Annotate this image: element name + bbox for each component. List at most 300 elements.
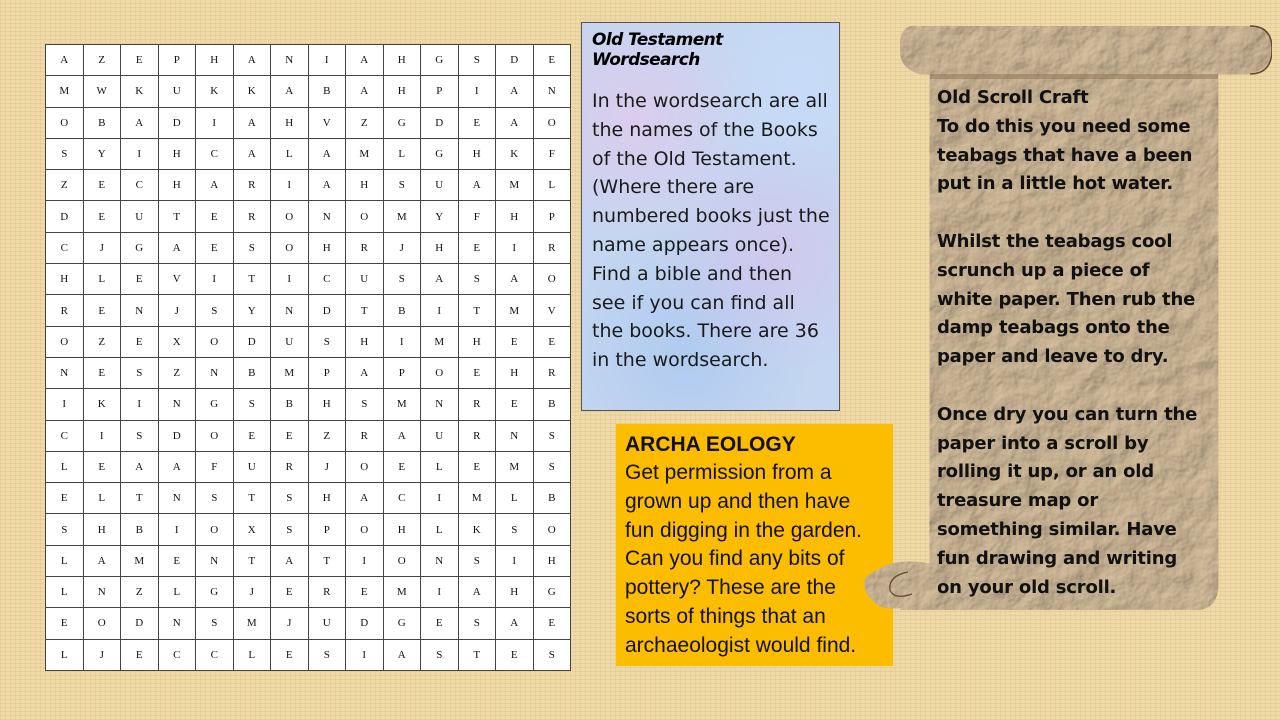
grid-cell: I <box>308 45 346 76</box>
grid-cell: S <box>458 608 496 639</box>
grid-cell: E <box>83 357 121 388</box>
grid-cell: E <box>533 326 571 357</box>
grid-cell: H <box>458 326 496 357</box>
old-testament-body: In the wordsearch are all the names of the Books of the Old Testament. (Where there are numbered books just the name appears once). Find a bible and then see if you can find all the books. There are 36 in the wordsearch. <box>592 90 830 372</box>
grid-cell: E <box>196 232 234 263</box>
grid-cell: E <box>233 420 271 451</box>
grid-cell: T <box>346 295 384 326</box>
grid-cell: M <box>496 295 534 326</box>
grid-cell: N <box>158 389 196 420</box>
grid-cell: J <box>383 232 421 263</box>
grid-cell: N <box>121 295 159 326</box>
grid-cell: C <box>308 264 346 295</box>
grid-cell: G <box>196 389 234 420</box>
grid-cell: D <box>308 295 346 326</box>
grid-cell: G <box>421 45 459 76</box>
grid-cell: H <box>308 483 346 514</box>
grid-cell: B <box>383 295 421 326</box>
grid-row <box>46 264 571 295</box>
grid-cell: R <box>233 170 271 201</box>
grid-cell: G <box>421 138 459 169</box>
grid-row <box>46 45 571 76</box>
grid-cell: A <box>83 545 121 576</box>
grid-cell: G <box>383 608 421 639</box>
grid-row <box>46 326 571 357</box>
grid-cell: G <box>196 577 234 608</box>
grid-cell: S <box>383 264 421 295</box>
grid-cell: D <box>158 420 196 451</box>
archaeology-box <box>616 424 893 666</box>
grid-cell: E <box>83 170 121 201</box>
grid-cell: O <box>271 201 309 232</box>
grid-cell: J <box>271 608 309 639</box>
grid-cell: I <box>158 514 196 545</box>
grid-cell: Z <box>346 107 384 138</box>
grid-cell: E <box>271 420 309 451</box>
grid-cell: N <box>83 577 121 608</box>
grid-cell: N <box>196 357 234 388</box>
grid-cell: S <box>46 514 84 545</box>
grid-cell: U <box>233 451 271 482</box>
grid-cell: T <box>121 483 159 514</box>
grid-cell: R <box>46 295 84 326</box>
grid-cell: X <box>233 514 271 545</box>
grid-row <box>46 107 571 138</box>
grid-cell: J <box>83 232 121 263</box>
grid-cell: O <box>533 264 571 295</box>
grid-cell: A <box>496 107 534 138</box>
grid-cell: S <box>458 264 496 295</box>
grid-cell: P <box>533 201 571 232</box>
grid-cell: U <box>271 326 309 357</box>
grid-cell: D <box>346 608 384 639</box>
grid-cell: H <box>383 514 421 545</box>
grid-cell: E <box>121 264 159 295</box>
grid-cell: S <box>196 295 234 326</box>
grid-cell: G <box>121 232 159 263</box>
grid-cell: D <box>496 45 534 76</box>
grid-cell: E <box>496 389 534 420</box>
archaeology-title: ARCHA EOLOGY <box>625 433 796 456</box>
grid-cell: M <box>383 577 421 608</box>
grid-cell: O <box>346 201 384 232</box>
grid-cell: E <box>121 639 159 670</box>
grid-cell: A <box>233 45 271 76</box>
grid-cell: Y <box>233 295 271 326</box>
grid-cell: F <box>196 451 234 482</box>
grid-cell: T <box>308 545 346 576</box>
grid-cell: M <box>233 608 271 639</box>
grid-cell: H <box>383 45 421 76</box>
grid-row <box>46 420 571 451</box>
grid-cell: E <box>271 639 309 670</box>
grid-cell: C <box>196 639 234 670</box>
grid-cell: N <box>158 483 196 514</box>
grid-cell: E <box>533 45 571 76</box>
grid-cell: E <box>121 326 159 357</box>
grid-row <box>46 608 571 639</box>
grid-cell: Z <box>83 326 121 357</box>
grid-cell: A <box>346 357 384 388</box>
grid-cell: I <box>196 107 234 138</box>
grid-cell: S <box>308 639 346 670</box>
grid-cell: M <box>496 451 534 482</box>
grid-cell: H <box>421 232 459 263</box>
grid-cell: L <box>233 639 271 670</box>
grid-cell: H <box>346 170 384 201</box>
grid-cell: V <box>158 264 196 295</box>
grid-cell: O <box>196 326 234 357</box>
grid-cell: Z <box>121 577 159 608</box>
grid-row <box>46 389 571 420</box>
grid-cell: K <box>496 138 534 169</box>
grid-cell: I <box>271 264 309 295</box>
grid-cell: A <box>383 420 421 451</box>
grid-cell: C <box>158 639 196 670</box>
grid-cell: N <box>158 608 196 639</box>
grid-cell: N <box>533 76 571 107</box>
grid-cell: I <box>421 577 459 608</box>
grid-cell: C <box>46 232 84 263</box>
grid-cell: I <box>121 138 159 169</box>
grid-cell: E <box>383 451 421 482</box>
grid-cell: S <box>196 608 234 639</box>
grid-row <box>46 357 571 388</box>
grid-cell: R <box>346 420 384 451</box>
grid-cell: D <box>421 107 459 138</box>
grid-cell: E <box>421 608 459 639</box>
grid-cell: E <box>458 232 496 263</box>
grid-cell: H <box>308 389 346 420</box>
grid-cell: E <box>121 45 159 76</box>
grid-cell: I <box>383 326 421 357</box>
grid-cell: U <box>346 264 384 295</box>
grid-row <box>46 514 571 545</box>
grid-cell: O <box>196 514 234 545</box>
grid-cell: M <box>346 138 384 169</box>
grid-cell: E <box>496 326 534 357</box>
grid-cell: X <box>158 326 196 357</box>
grid-cell: C <box>46 420 84 451</box>
grid-cell: E <box>83 201 121 232</box>
grid-cell: S <box>308 326 346 357</box>
grid-cell: L <box>421 451 459 482</box>
grid-cell: I <box>421 483 459 514</box>
grid-cell: J <box>83 639 121 670</box>
grid-cell: M <box>383 201 421 232</box>
grid-cell: R <box>271 451 309 482</box>
grid-cell: E <box>46 483 84 514</box>
grid-cell: L <box>46 545 84 576</box>
grid-cell: J <box>158 295 196 326</box>
grid-cell: C <box>121 170 159 201</box>
grid-cell: M <box>46 76 84 107</box>
grid-row <box>46 577 571 608</box>
grid-cell: B <box>121 514 159 545</box>
grid-cell: H <box>533 545 571 576</box>
grid-cell: P <box>308 357 346 388</box>
grid-cell: B <box>83 107 121 138</box>
grid-cell: D <box>121 608 159 639</box>
grid-cell: U <box>421 420 459 451</box>
grid-cell: B <box>533 389 571 420</box>
grid-cell: Z <box>46 170 84 201</box>
grid-cell: I <box>83 420 121 451</box>
grid-cell: C <box>383 483 421 514</box>
grid-cell: N <box>496 420 534 451</box>
grid-cell: U <box>158 76 196 107</box>
grid-cell: O <box>271 232 309 263</box>
grid-cell: E <box>83 295 121 326</box>
grid-cell: I <box>196 264 234 295</box>
grid-cell: S <box>121 420 159 451</box>
grid-cell: R <box>308 577 346 608</box>
grid-cell: T <box>158 201 196 232</box>
grid-cell: H <box>271 107 309 138</box>
grid-cell: P <box>308 514 346 545</box>
grid-cell: A <box>308 170 346 201</box>
grid-cell: H <box>458 138 496 169</box>
grid-cell: D <box>158 107 196 138</box>
grid-cell: A <box>46 45 84 76</box>
grid-cell: N <box>421 389 459 420</box>
grid-cell: N <box>421 545 459 576</box>
grid-cell: C <box>196 138 234 169</box>
grid-row <box>46 639 571 670</box>
grid-cell: L <box>46 639 84 670</box>
grid-cell: D <box>46 201 84 232</box>
grid-cell: L <box>46 451 84 482</box>
grid-cell: S <box>458 45 496 76</box>
grid-cell: K <box>233 76 271 107</box>
grid-cell: E <box>271 577 309 608</box>
grid-cell: U <box>421 170 459 201</box>
grid-cell: O <box>346 451 384 482</box>
grid-cell: S <box>533 420 571 451</box>
wordsearch-grid <box>45 44 571 671</box>
grid-cell: O <box>421 357 459 388</box>
grid-cell: N <box>271 45 309 76</box>
grid-cell: H <box>383 76 421 107</box>
grid-cell: K <box>196 76 234 107</box>
grid-cell: L <box>271 138 309 169</box>
grid-cell: J <box>233 577 271 608</box>
grid-cell: N <box>271 295 309 326</box>
grid-cell: L <box>533 170 571 201</box>
grid-cell: O <box>46 326 84 357</box>
grid-cell: O <box>46 107 84 138</box>
grid-cell: M <box>383 389 421 420</box>
archaeology-body: Get permission from a grown up and then have fun digging in the garden. Can you find any bits of pottery? These are the sorts of things that an archaeologist would find. <box>625 461 863 657</box>
grid-cell: K <box>121 76 159 107</box>
grid-cell: H <box>496 201 534 232</box>
grid-cell: O <box>83 608 121 639</box>
grid-cell: T <box>233 545 271 576</box>
grid-cell: L <box>83 264 121 295</box>
grid-cell: E <box>83 451 121 482</box>
grid-cell: N <box>308 201 346 232</box>
grid-cell: A <box>383 639 421 670</box>
grid-cell: O <box>383 545 421 576</box>
grid-cell: L <box>46 577 84 608</box>
grid-cell: W <box>83 76 121 107</box>
grid-cell: J <box>308 451 346 482</box>
grid-cell: B <box>233 357 271 388</box>
grid-cell: Z <box>158 357 196 388</box>
grid-cell: S <box>46 138 84 169</box>
grid-cell: G <box>533 577 571 608</box>
grid-cell: A <box>496 608 534 639</box>
grid-cell: E <box>533 608 571 639</box>
grid-cell: A <box>496 76 534 107</box>
grid-cell: B <box>533 483 571 514</box>
grid-cell: M <box>421 326 459 357</box>
grid-cell: A <box>271 76 309 107</box>
grid-cell: E <box>158 545 196 576</box>
grid-cell: H <box>46 264 84 295</box>
grid-cell: F <box>458 201 496 232</box>
grid-cell: H <box>496 357 534 388</box>
grid-cell: I <box>346 639 384 670</box>
grid-cell: R <box>533 357 571 388</box>
grid-cell: L <box>421 514 459 545</box>
grid-cell: I <box>458 76 496 107</box>
grid-cell: I <box>46 389 84 420</box>
grid-cell: Y <box>83 138 121 169</box>
grid-cell: M <box>271 357 309 388</box>
grid-cell: I <box>421 295 459 326</box>
grid-cell: S <box>233 389 271 420</box>
grid-cell: N <box>196 545 234 576</box>
grid-cell: H <box>496 577 534 608</box>
grid-row <box>46 76 571 107</box>
grid-cell: A <box>121 107 159 138</box>
grid-cell: E <box>346 577 384 608</box>
grid-cell: L <box>383 138 421 169</box>
grid-cell: A <box>271 545 309 576</box>
grid-cell: A <box>233 138 271 169</box>
grid-cell: S <box>271 483 309 514</box>
grid-cell: L <box>496 483 534 514</box>
grid-cell: A <box>196 170 234 201</box>
grid-cell: Z <box>308 420 346 451</box>
grid-cell: P <box>383 357 421 388</box>
grid-cell: O <box>533 514 571 545</box>
grid-cell: B <box>271 389 309 420</box>
grid-cell: A <box>496 264 534 295</box>
grid-cell: M <box>121 545 159 576</box>
grid-cell: S <box>196 483 234 514</box>
grid-cell: U <box>121 201 159 232</box>
grid-cell: S <box>458 545 496 576</box>
grid-cell: P <box>421 76 459 107</box>
grid-cell: I <box>496 232 534 263</box>
grid-cell: V <box>308 107 346 138</box>
grid-cell: S <box>533 451 571 482</box>
grid-cell: H <box>308 232 346 263</box>
grid-cell: O <box>346 514 384 545</box>
grid-cell: A <box>346 483 384 514</box>
grid-cell: E <box>196 201 234 232</box>
grid-cell: A <box>458 577 496 608</box>
grid-cell: P <box>158 45 196 76</box>
scroll-craft-text: Old Scroll Craft To do this you need some teabags that have a been put in a little hot water. Whilst the teabags cool scrunch up a piece of white paper. Then rub the damp teabags onto the paper and leave to dry. Once dry you can turn the paper into a scroll by rolling it up, or an old treasure map or something similar. Have fun drawing and writing on your old scroll. <box>937 87 1198 598</box>
grid-cell: S <box>496 514 534 545</box>
grid-cell: O <box>533 107 571 138</box>
grid-cell: R <box>233 201 271 232</box>
grid-cell: S <box>121 357 159 388</box>
grid-cell: T <box>458 639 496 670</box>
grid-cell: E <box>46 608 84 639</box>
grid-cell: I <box>271 170 309 201</box>
grid-cell: K <box>83 389 121 420</box>
grid-cell: S <box>383 170 421 201</box>
grid-cell: N <box>46 357 84 388</box>
grid-cell: A <box>458 170 496 201</box>
grid-cell: A <box>308 138 346 169</box>
grid-cell: A <box>121 451 159 482</box>
grid-cell: D <box>233 326 271 357</box>
grid-cell: A <box>346 76 384 107</box>
grid-cell: L <box>158 577 196 608</box>
grid-cell: A <box>233 107 271 138</box>
grid-row <box>46 295 571 326</box>
grid-cell: L <box>83 483 121 514</box>
grid-cell: I <box>346 545 384 576</box>
grid-cell: S <box>346 389 384 420</box>
grid-row <box>46 483 571 514</box>
grid-cell: Z <box>83 45 121 76</box>
grid-cell: R <box>533 232 571 263</box>
grid-cell: Y <box>421 201 459 232</box>
grid-cell: T <box>233 264 271 295</box>
grid-cell: F <box>533 138 571 169</box>
grid-cell: E <box>458 107 496 138</box>
grid-cell: S <box>233 232 271 263</box>
grid-row <box>46 232 571 263</box>
grid-cell: E <box>458 451 496 482</box>
grid-cell: A <box>158 451 196 482</box>
grid-cell: H <box>83 514 121 545</box>
grid-cell: K <box>458 514 496 545</box>
grid-row <box>46 451 571 482</box>
grid-cell: V <box>533 295 571 326</box>
grid-cell: G <box>383 107 421 138</box>
grid-cell: H <box>158 138 196 169</box>
grid-cell: E <box>496 639 534 670</box>
old-testament-title: Old Testament Wordsearch <box>592 30 723 70</box>
grid-cell: R <box>346 232 384 263</box>
grid-cell: R <box>458 420 496 451</box>
grid-cell: S <box>271 514 309 545</box>
grid-cell: E <box>458 357 496 388</box>
grid-cell: R <box>458 389 496 420</box>
grid-row <box>46 138 571 169</box>
grid-cell: A <box>346 45 384 76</box>
grid-cell: O <box>196 420 234 451</box>
grid-cell: T <box>458 295 496 326</box>
grid-row <box>46 170 571 201</box>
grid-cell: M <box>496 170 534 201</box>
grid-cell: H <box>346 326 384 357</box>
grid-cell: A <box>158 232 196 263</box>
grid-row <box>46 545 571 576</box>
grid-cell: I <box>121 389 159 420</box>
grid-cell: S <box>533 639 571 670</box>
grid-cell: M <box>458 483 496 514</box>
grid-cell: A <box>421 264 459 295</box>
grid-cell: H <box>196 45 234 76</box>
